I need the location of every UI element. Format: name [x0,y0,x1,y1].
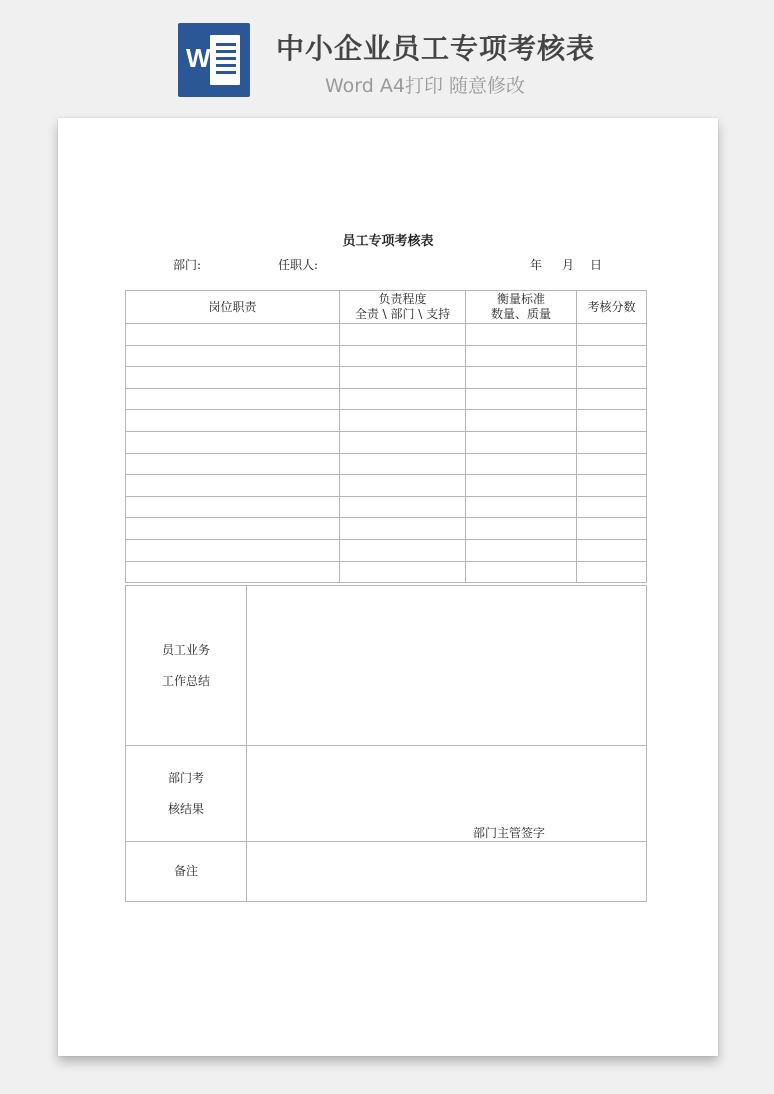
table-row [126,475,647,497]
table-cell[interactable] [126,388,340,410]
document-title: 员工专项考核表 [342,234,434,249]
table-cell[interactable] [340,345,466,367]
table-row [126,561,647,583]
day-label: 日 [590,258,603,272]
table-cell[interactable] [466,388,577,410]
result-row [126,746,647,842]
table-cell[interactable] [126,367,340,389]
table-cell[interactable] [340,324,466,346]
table-cell[interactable] [577,345,647,367]
result-cell[interactable] [247,746,647,842]
table-cell[interactable] [340,431,466,453]
remarks-row [126,842,647,902]
table-cell[interactable] [126,324,340,346]
table-cell[interactable] [466,539,577,561]
appointee-label: 任职人: [278,258,319,272]
table-row [126,324,647,346]
table-cell[interactable] [340,388,466,410]
page-header [0,0,774,110]
table-cell[interactable] [466,518,577,540]
table-cell[interactable] [126,345,340,367]
table-cell[interactable] [466,410,577,432]
table-cell[interactable] [126,410,340,432]
table-row [126,410,647,432]
table-cell[interactable] [466,431,577,453]
year-label: 年 [530,258,543,272]
table-cell[interactable] [126,561,340,583]
header-duties: 岗位职责 [126,291,340,324]
template-subtitle: Word A4打印 随意修改 [325,75,526,97]
table-cell[interactable] [340,453,466,475]
table-row [126,345,647,367]
table-cell[interactable] [466,453,577,475]
document-page [58,118,718,1056]
table-cell[interactable] [126,453,340,475]
summary-label: 员工业务 工作总结 [126,586,247,746]
table-cell[interactable] [577,410,647,432]
table-cell[interactable] [340,475,466,497]
remarks-cell[interactable] [247,842,647,902]
table-cell[interactable] [340,367,466,389]
word-document-icon [178,23,250,97]
summary-cell[interactable] [247,586,647,746]
table-cell[interactable] [340,410,466,432]
table-cell[interactable] [466,561,577,583]
table-cell[interactable] [340,561,466,583]
header-responsibility: 负责程度 全责 \ 部门 \ 支持 [340,291,466,324]
supervisor-signature: 部门主管签字 [473,826,546,840]
table-cell[interactable] [577,324,647,346]
duties-table [125,290,647,583]
table-cell[interactable] [577,496,647,518]
table-cell[interactable] [466,496,577,518]
table-row [126,431,647,453]
table-row [126,367,647,389]
result-label: 部门考 核结果 [126,746,247,842]
table-row [126,496,647,518]
table-cell[interactable] [466,367,577,389]
table-row [126,388,647,410]
table-cell[interactable] [577,539,647,561]
month-label: 月 [562,258,575,272]
table-row [126,539,647,561]
table-body [126,324,647,583]
table-cell[interactable] [340,539,466,561]
evaluation-table [125,585,647,902]
department-label: 部门: [173,258,202,272]
table-cell[interactable] [577,453,647,475]
table-cell[interactable] [126,518,340,540]
table-cell[interactable] [126,539,340,561]
remarks-label: 备注 [126,842,247,902]
table-row [126,453,647,475]
table-cell[interactable] [466,475,577,497]
word-icon-letter: W [186,43,211,73]
table-cell[interactable] [126,431,340,453]
table-cell[interactable] [577,431,647,453]
table-cell[interactable] [340,518,466,540]
table-cell[interactable] [126,496,340,518]
table-cell[interactable] [126,475,340,497]
summary-row [126,586,647,746]
table-cell[interactable] [577,388,647,410]
document-lines-icon [210,35,240,85]
table-cell[interactable] [466,345,577,367]
table-cell[interactable] [577,475,647,497]
table-cell[interactable] [577,561,647,583]
table-cell[interactable] [466,324,577,346]
table-header-row [126,291,647,324]
table-cell[interactable] [340,496,466,518]
table-cell[interactable] [577,518,647,540]
header-score: 考核分数 [577,291,647,324]
table-row [126,518,647,540]
template-title: 中小企业员工专项考核表 [276,32,596,65]
header-standard: 衡量标准 数量、质量 [466,291,577,324]
table-cell[interactable] [577,367,647,389]
